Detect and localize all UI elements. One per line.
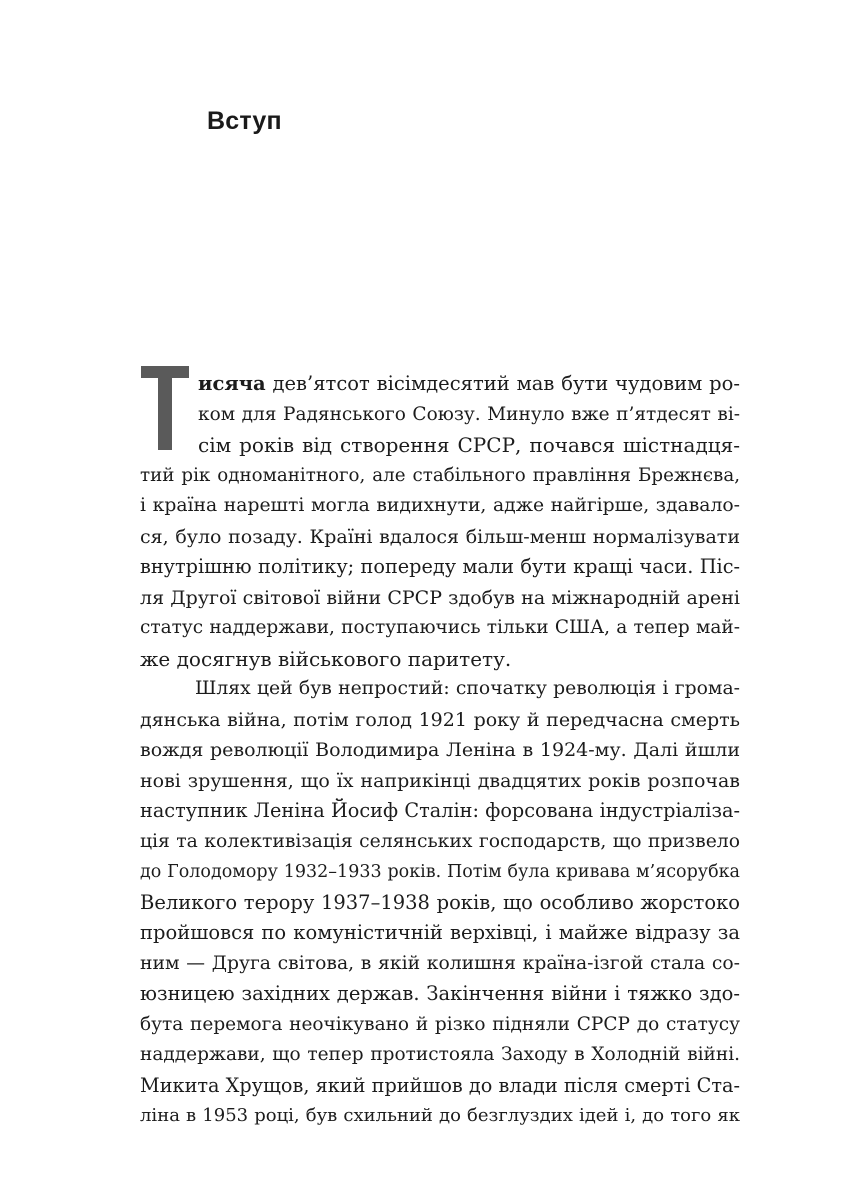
text-line: і країна нарешті могла видихнути, адже найгірше, здавало- [140,495,740,516]
text-line: статус наддержави, поступаючись тільки США, а тепер май- [140,617,740,638]
lead-word: исяча [198,372,266,395]
text-line: наддержави, що тепер протистояла Заходу в Холодній війні. [140,1044,740,1065]
text-line: внутрішню політику; попереду мали бути кращі часи. Піс- [140,555,740,578]
chapter-title: Вступ [207,107,282,135]
text-line: сім років від створення СРСР, почався шістнадця- [198,433,740,457]
text-line: Микита Хрущов, який прийшов до влади після смерті Ста- [140,1073,740,1097]
text-line: ся, було позаду. Країні вдалося більш-менш нормалізувати [140,525,740,548]
body-text [140,369,740,1132]
text-line: наступник Леніна Йосиф Сталін: форсована індустріаліза- [140,799,740,822]
text-line: ліна в 1953 році, був схильний до безглуздих ідей і, до того як [140,1105,740,1126]
text-line: ком для Радянського Союзу. Минуло вже п’ятдесят ві- [198,403,740,425]
text-line: же досягнув військового паритету. [140,646,512,671]
text-line: тий рік одноманітного, але стабільного правління Брежнєва, [140,464,740,486]
text-line: ним — Друга світова, в якій колишня країна-ізгой стала со- [140,952,740,974]
text-line: вождя революції Володимира Леніна в 1924-му. Далі йшли [140,739,740,761]
text-line: Великого терору 1937–1938 років, що особливо жорстоко [140,890,740,914]
text-line: пройшовся по комуністичній верхівці, і майже відразу за [140,921,740,944]
text-line: дянська війна, потім голод 1921 року й передчасна смерть [140,708,740,731]
text-line: до Голодомору 1932–1933 років. Потім була кривава м’ясорубка [140,862,740,882]
text-line: нові зрушення, що їх наприкінці двадцятих років розпочав [140,769,740,792]
text-line: исяча дев’ятсот вісімдесятий мав бути чудовим ро- [198,372,740,395]
text-line: ля Другої світової війни СРСР здобув на міжнародній арені [140,586,740,609]
text-line: бута перемога неочікувано й різко підняли СРСР до статусу [140,1013,740,1035]
text-line: юзницею західних держав. Закінчення війни і тяжко здо- [140,982,740,1005]
text-line: Шлях цей був непростий: спочатку революція і грома- [195,678,740,699]
text-line: ція та колективізація селянських господарств, що призвело [140,830,740,852]
